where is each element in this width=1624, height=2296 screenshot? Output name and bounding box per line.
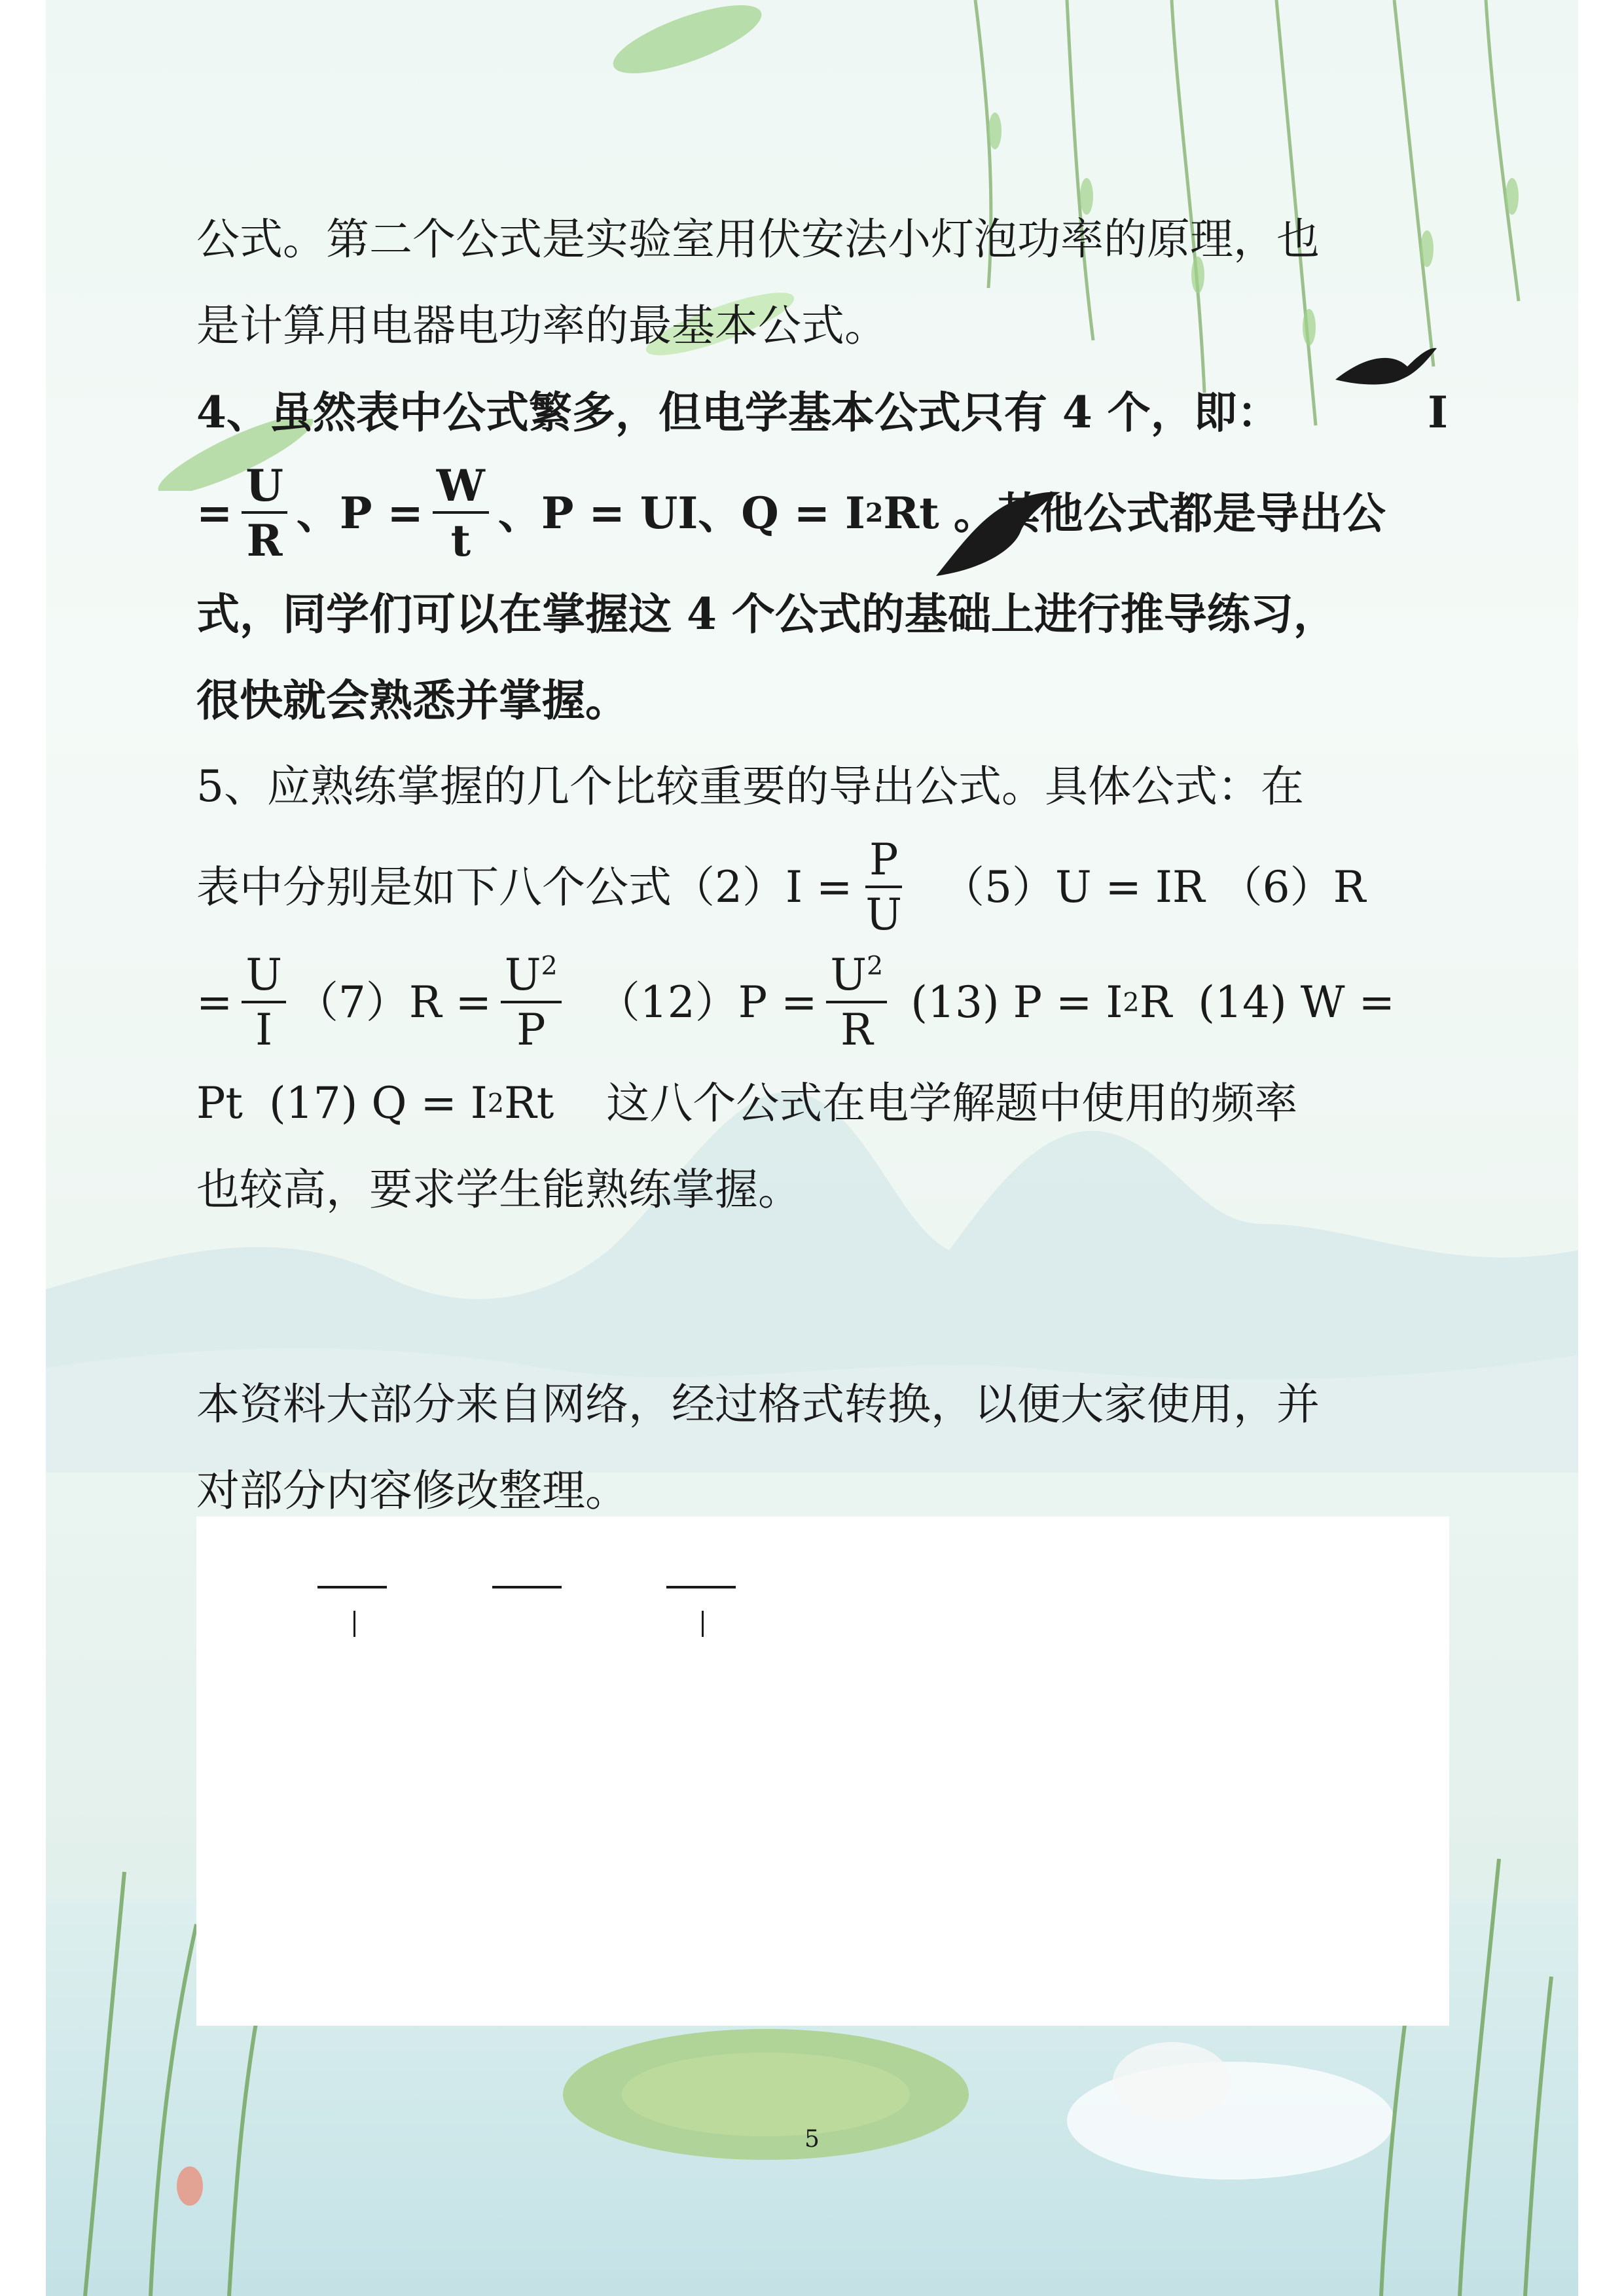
- formula-line: = $\frac{U}{I}$ （7）R = $\frac{U^2}{P}$ （12）P = $\frac{U^2}{R}$ (13) P = I 2 R (14) W =: [196, 950, 1395, 1055]
- text-segment: 表中分别是如下八个公式（2）I =: [196, 862, 853, 912]
- text-segment: 这八个公式在电学解题中使用的频率: [606, 1078, 1298, 1128]
- underline-mark: [317, 1586, 387, 1588]
- page-number: 5: [804, 2126, 820, 2153]
- fraction-denominator: P: [516, 1005, 546, 1055]
- fraction-numerator: U: [242, 954, 286, 1003]
- fraction-denominator: U: [865, 889, 902, 940]
- paragraph-line: [196, 744, 1448, 830]
- paragraph-line: [196, 657, 1448, 744]
- text-segment: (17) Q = I: [268, 1078, 488, 1128]
- text-line: 本资料大部分来自网络，经过格式转换，以便大家使用，并: [196, 1379, 1320, 1429]
- text-segment: 。其他公式都是导出公: [953, 488, 1386, 539]
- vertical-tick: [353, 1611, 355, 1637]
- fraction: [861, 834, 906, 940]
- text-segment: （5）U = IR: [941, 862, 1205, 912]
- text-segment: （7）R =: [295, 977, 492, 1028]
- paragraph-line: [196, 571, 1448, 657]
- fraction: [501, 950, 562, 1055]
- text-segment: 、P = UI、Q = I: [497, 488, 865, 539]
- text-line: 公式。第二个公式是实验室用伏安法小灯泡功率的原理，也: [196, 214, 1320, 264]
- formula-line: Pt (17) Q = I 2 Rt 这八个公式在电学解题中使用的频率: [196, 1060, 1448, 1147]
- text-segment: (14) W =: [1198, 977, 1395, 1028]
- text-line: 对部分内容修改整理。: [196, 1465, 628, 1516]
- text-segment: Rt: [504, 1078, 554, 1128]
- text-line: 式，同学们可以在掌握这 4 个公式的基础上进行推导练习，: [196, 588, 1337, 639]
- equals-sign: =: [196, 488, 233, 539]
- blank-line: [196, 1233, 1448, 1361]
- text-segment: (13) P = I: [911, 977, 1123, 1028]
- fraction: [242, 950, 286, 1055]
- fraction-numerator: $U^2$: [501, 954, 562, 1003]
- equals-sign: =: [196, 977, 233, 1028]
- fraction: [433, 460, 489, 566]
- fraction-denominator: I: [255, 1005, 273, 1055]
- text-line: 5、应熟练掌握的几个比较重要的导出公式。具体公式：在: [196, 761, 1304, 812]
- blank-white-area: [196, 1516, 1449, 2026]
- text-segment: Pt: [196, 1078, 243, 1128]
- fraction-denominator: t: [450, 515, 471, 566]
- fraction-numerator: W: [433, 464, 489, 514]
- text-segment: （6）R: [1219, 862, 1366, 912]
- formula-line: [196, 830, 1448, 945]
- fraction-denominator: R: [246, 515, 283, 566]
- fraction: [242, 460, 287, 566]
- underline-mark: [666, 1586, 736, 1588]
- fraction: [826, 950, 887, 1055]
- text-line: 也较高，要求学生能熟练掌握。: [196, 1164, 801, 1215]
- paragraph-line: [196, 1361, 1448, 1448]
- text-line: 很快就会熟悉并掌握。: [196, 675, 628, 726]
- text-segment: （12）P =: [596, 977, 818, 1028]
- formula-line: = $\frac{U}{R}$ 、P = $\frac{W}{t}$ 、P = UI、Q = I 2 Rt 。其他公式都是导出公: [196, 460, 1386, 566]
- paragraph-line: [196, 283, 1448, 369]
- leaf-illustration: [602, 0, 772, 92]
- vertical-tick: [702, 1611, 704, 1637]
- text-segment: R: [1139, 977, 1172, 1028]
- fraction-denominator: R: [840, 1005, 873, 1055]
- paragraph-line: [196, 369, 1448, 456]
- fraction-numerator: $U^2$: [826, 954, 887, 1003]
- document-body: [196, 196, 1448, 1534]
- fraction-numerator: P: [865, 838, 902, 888]
- text-segment: Rt: [883, 488, 939, 539]
- paragraph-line: [196, 1147, 1448, 1233]
- text-line: I: [1428, 387, 1448, 438]
- underline-mark: [492, 1586, 562, 1588]
- text-line: 4、虽然表中公式繁多，但电学基本公式只有 4 个，即：: [196, 387, 1280, 438]
- text-line: 是计算用电器电功率的最基本公式。: [196, 300, 888, 351]
- paragraph-line: [196, 196, 1448, 283]
- text-segment: 、P =: [296, 488, 424, 539]
- fraction-numerator: U: [242, 464, 287, 514]
